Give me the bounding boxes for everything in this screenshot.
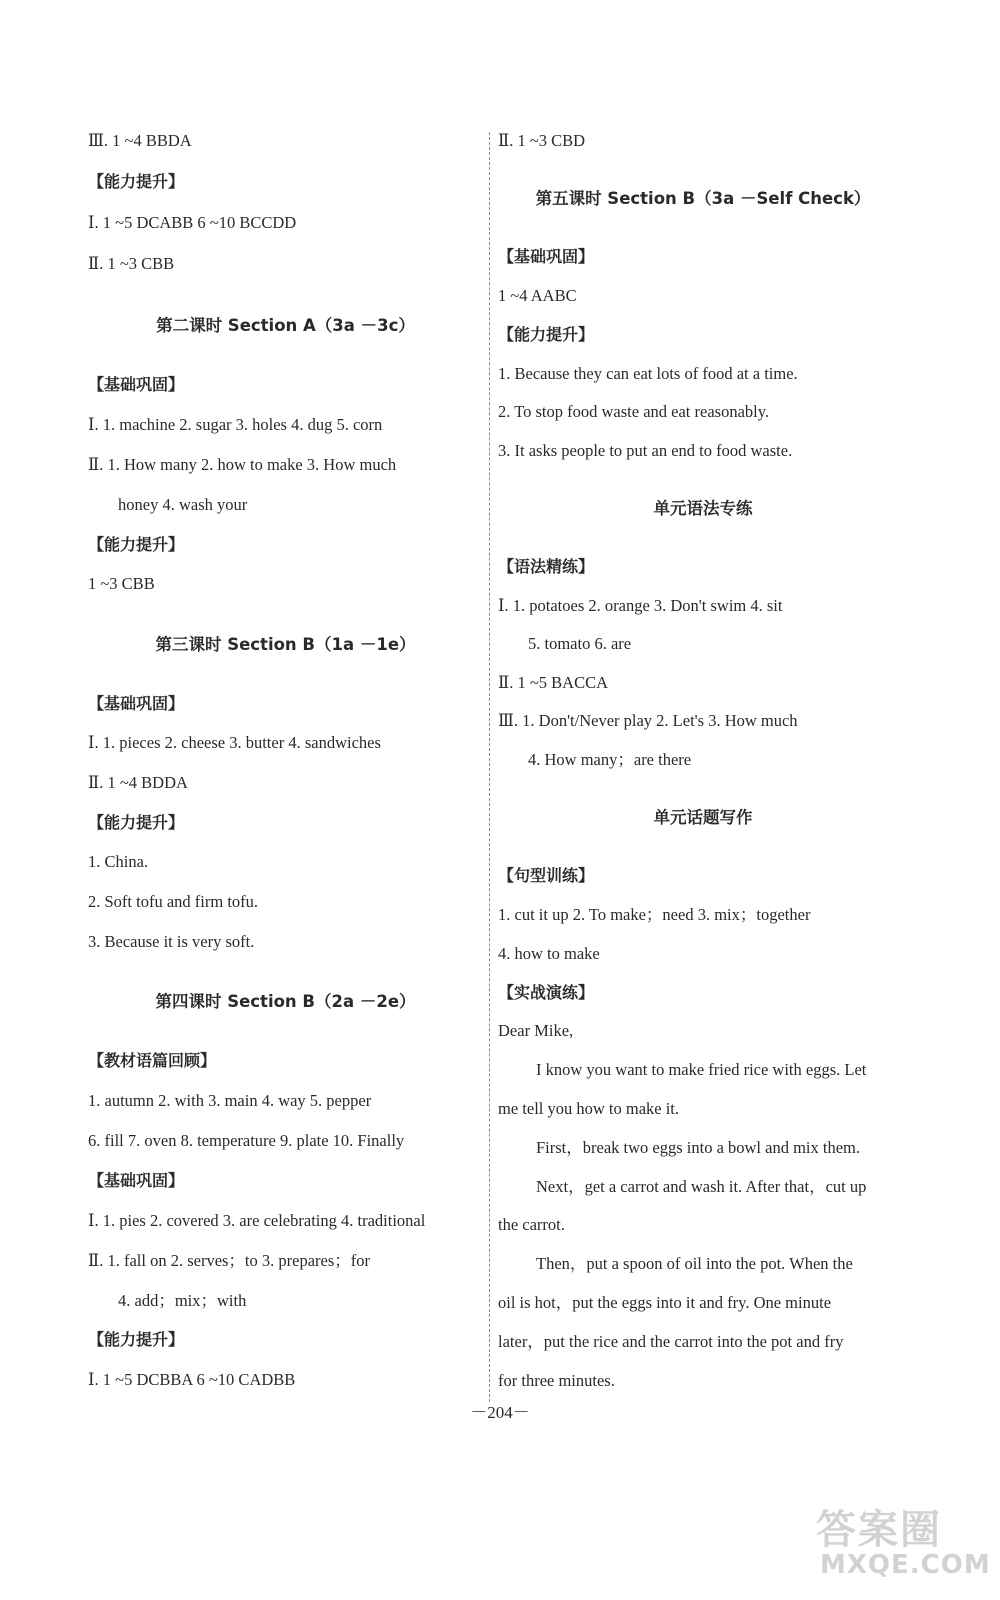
answer-line: 4. How many；are there <box>528 750 692 769</box>
answer-line: Ⅲ. 1 ~4 BBDA <box>88 131 192 150</box>
answer-line: 2. To stop food waste and eat reasonably. <box>498 402 770 421</box>
answer-line: 1. China. <box>88 852 149 871</box>
letter-line: me tell you how to make it. <box>498 1099 680 1118</box>
answer-line: 1 ~4 AABC <box>498 286 577 305</box>
unit-heading: 单元语法专练 <box>653 499 753 518</box>
answer-line: Ⅱ. 1. fall on 2. serves；to 3. prepares；for <box>88 1251 371 1270</box>
answer-line: 6. fill 7. oven 8. temperature 9. plate 10. Finally <box>88 1131 405 1150</box>
letter-line: I know you want to make fried rice with eggs. Let <box>536 1060 867 1079</box>
answer-line: 2. Soft tofu and firm tofu. <box>88 892 259 911</box>
lesson-heading: 第四课时 Section B（2a －2e） <box>155 992 416 1011</box>
section-label: 【句型训练】 <box>498 866 595 885</box>
answer-line: Ⅰ. 1. potatoes 2. orange 3. Don't swim 4. sit <box>498 596 783 615</box>
section-label: 【基础巩固】 <box>88 375 185 394</box>
section-label: 【能力提升】 <box>498 325 595 344</box>
section-label: 【基础巩固】 <box>88 694 185 713</box>
section-label: 【实战演练】 <box>498 983 595 1002</box>
answer-line: 1. cut it up 2. To make；need 3. mix；together <box>498 905 811 924</box>
answer-line: Ⅰ. 1. pieces 2. cheese 3. butter 4. sandwiches <box>88 733 381 752</box>
lesson-heading: 第三课时 Section B（1a －1e） <box>155 635 416 654</box>
section-label: 【能力提升】 <box>88 172 185 191</box>
letter-line: oil is hot，put the eggs into it and fry. One minute <box>498 1293 832 1312</box>
letter-line: the carrot. <box>498 1215 565 1234</box>
answer-line: 5. tomato 6. are <box>528 634 632 653</box>
lesson-heading: 第二课时 Section A（3a －3c） <box>156 316 415 335</box>
section-label: 【教材语篇回顾】 <box>88 1051 217 1070</box>
letter-line: for three minutes. <box>498 1371 615 1390</box>
letter-line: Next，get a carrot and wash it. After that，cut up <box>536 1177 867 1196</box>
section-label: 【能力提升】 <box>88 813 185 832</box>
lesson-heading: 第五课时 Section B（3a －Self Check） <box>535 189 871 208</box>
answer-line: Ⅱ. 1 ~4 BDDA <box>88 773 188 792</box>
answer-line: Ⅰ. 1. pies 2. covered 3. are celebrating 4. traditional <box>88 1211 426 1230</box>
column-divider <box>489 132 490 1402</box>
answer-line: Ⅰ. 1 ~5 DCABB 6 ~10 BCCDD <box>88 213 297 232</box>
answer-line: 1. Because they can eat lots of food at a time. <box>498 364 798 383</box>
letter-line: later，put the rice and the carrot into the pot and fry <box>498 1332 844 1351</box>
page-number: －204－ <box>470 1403 530 1422</box>
answer-line: Ⅱ. 1 ~3 CBB <box>88 254 175 273</box>
section-label: 【语法精练】 <box>498 557 595 576</box>
answer-line: 3. It asks people to put an end to food waste. <box>498 441 793 460</box>
unit-heading: 单元话题写作 <box>653 808 753 827</box>
answer-line: 3. Because it is very soft. <box>88 932 255 951</box>
answer-line: Ⅱ. 1 ~3 CBD <box>498 131 586 150</box>
answer-line: Ⅰ. 1. machine 2. sugar 3. holes 4. dug 5. corn <box>88 415 383 434</box>
answer-line: 4. how to make <box>498 944 600 963</box>
letter-line: Then，put a spoon of oil into the pot. When the <box>536 1254 853 1273</box>
answer-line: 1. autumn 2. with 3. main 4. way 5. pepper <box>88 1091 372 1110</box>
answer-line: Ⅱ. 1 ~5 BACCA <box>498 673 608 692</box>
watermark-text: 答案圈 <box>816 1507 942 1553</box>
answer-line: Ⅲ. 1. Don't/Never play 2. Let's 3. How much <box>498 711 798 730</box>
answer-line: 1 ~3 CBB <box>88 574 155 593</box>
answer-line: Ⅱ. 1. How many 2. how to make 3. How much <box>88 455 397 474</box>
letter-salutation: Dear Mike, <box>498 1021 574 1040</box>
answer-line: 4. add；mix；with <box>118 1291 247 1310</box>
section-label: 【基础巩固】 <box>88 1171 185 1190</box>
letter-line: First，break two eggs into a bowl and mix them. <box>536 1138 860 1157</box>
section-label: 【能力提升】 <box>88 1330 185 1349</box>
watermark-logo <box>808 1498 991 1588</box>
answer-line: honey 4. wash your <box>118 495 248 514</box>
watermark-url: MXQE.COM <box>820 1550 991 1580</box>
section-label: 【能力提升】 <box>88 535 185 554</box>
answer-line: Ⅰ. 1 ~5 DCBBA 6 ~10 CADBB <box>88 1370 296 1389</box>
section-label: 【基础巩固】 <box>498 247 595 266</box>
